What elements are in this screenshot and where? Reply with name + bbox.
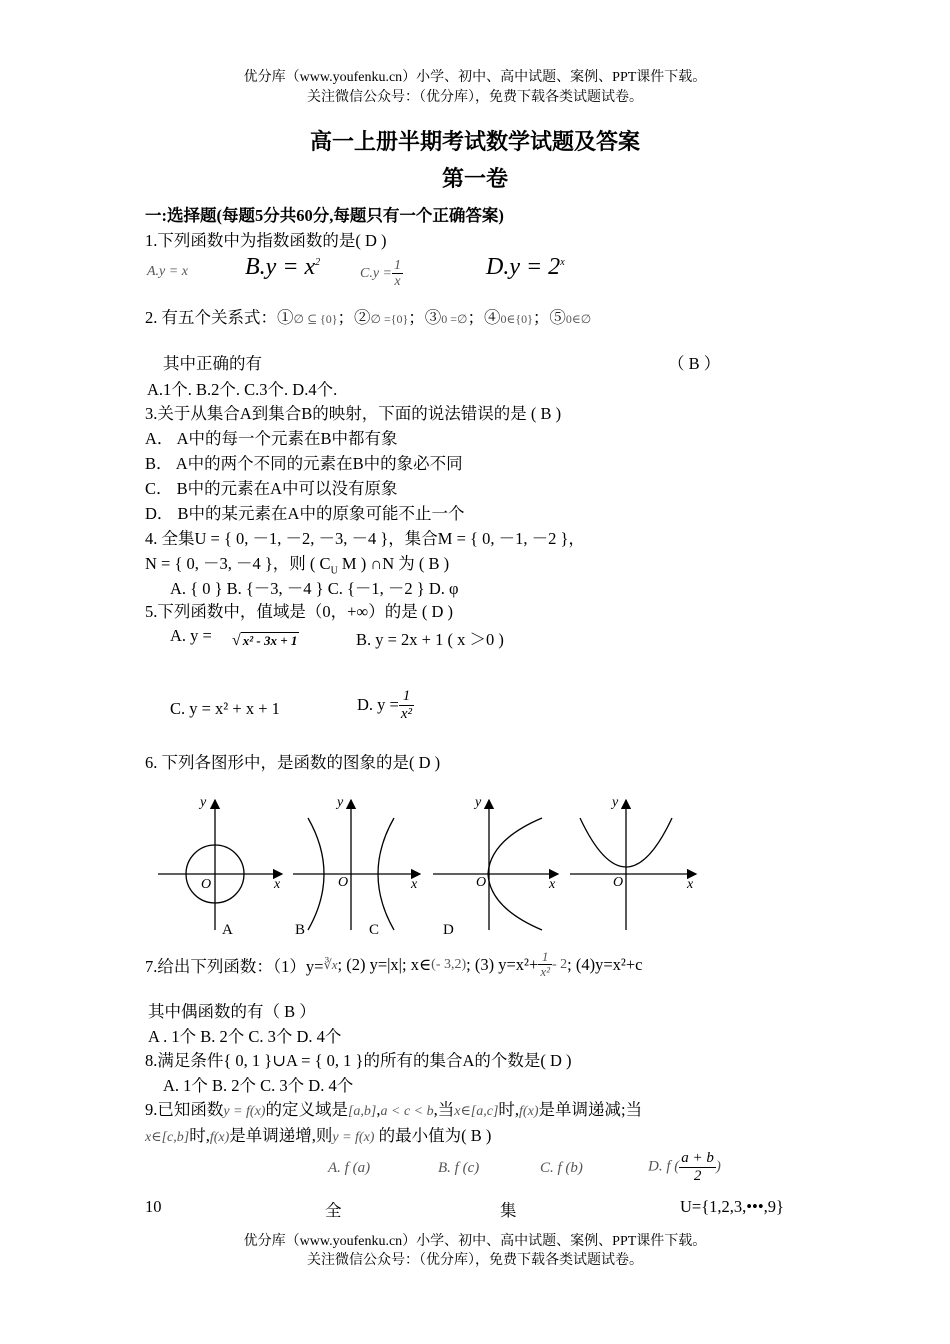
graph-a: [158, 795, 282, 930]
q3-option-d: D． B中的某元素在A中的原象可能不止一个: [145, 504, 465, 523]
q3-option-a: A． A中的每一个元素在B中都有象: [145, 429, 398, 448]
graph-a-y-label: y: [200, 795, 207, 810]
q3-stem: 3.关于从集合A到集合B的映射，下面的说法错误的是 ( B ): [145, 404, 562, 423]
q9-option-b: B. f (c): [438, 1160, 480, 1176]
graph-c-x-label: x: [549, 877, 556, 892]
footer-line-2: 关注微信公众号：（优分库），免费下载各类试题试卷。: [307, 1253, 643, 1268]
graph-d-x-label: x: [687, 877, 694, 892]
q2-options: A.1个. B.2个. C.3个. D.4个.: [147, 380, 338, 399]
q1-stem: 1.下列函数中为指数函数的是( D ): [145, 231, 387, 250]
q1-option-b: $B.y = x^2$: [245, 254, 321, 280]
q5-option-a-expr: √ x² - 3x + 1: [232, 632, 298, 649]
q3-option-b: B． A中的两个不同的元素在B中的象必不同: [145, 454, 463, 473]
page-subtitle: 第一卷: [441, 166, 508, 191]
q10-set: U={1,2,3,•••,9}: [680, 1197, 784, 1216]
graph-b-x-label: x: [411, 877, 418, 892]
graph-label-a: A: [222, 922, 233, 938]
q1-option-a: A.y = x: [147, 264, 188, 279]
q7-line2: 其中偶函数的有（ B ）: [148, 1002, 316, 1021]
header-line-1: 优分库（www.youfenku.cn）小学、初中、高中试题、案例、PPT课件下载。: [243, 70, 707, 85]
q4-line1: 4. 全集U = { 0, －1, －2, －3, －4 }，集合M = { 0, －1, －2 }，: [145, 529, 585, 548]
graph-a-x-label: x: [274, 877, 281, 892]
q6-graphs-figure: [150, 790, 710, 945]
graph-b-origin: O: [338, 875, 349, 890]
q8-stem: 8.满足条件{ 0, 1 }∪A = { 0, 1 }的所有的集合A的个数是( D ): [145, 1051, 572, 1070]
q1-option-d: $D.y = 2^x$: [486, 254, 565, 280]
graph-a-origin: O: [201, 877, 212, 892]
q4-line2: N = { 0, －3, －4 }，则 ( $C_U$ M ) ∩N 为 ( B ): [145, 554, 450, 577]
graph-b-y-label: y: [337, 795, 344, 810]
q10-word-2: 集: [500, 1201, 517, 1220]
q9-option-c: C. f (b): [540, 1160, 583, 1176]
section-heading: 一:选择题(每题5分共60分,每题只有一个正确答案): [145, 206, 504, 225]
footer-line-1: 优分库（www.youfenku.cn）小学、初中、高中试题、案例、PPT课件下载。: [243, 1234, 707, 1249]
graph-c-y-label: y: [475, 795, 482, 810]
q1-option-c: C.y = $\frac{1}{x}$: [360, 258, 401, 290]
q5-stem: 5.下列函数中，值域是（0，+∞）的是 ( D ): [145, 602, 453, 621]
q9-option-d: D. f ( $\frac{a + b}{2}$ ): [648, 1150, 721, 1184]
graph-c-origin: O: [476, 875, 487, 890]
q7-line1: 7.给出下列函数：（1）y=∛x; (2) y=|x|; x∈(- 3,2); (3) y=x²+ $\frac{1}{\text{x²}}$ - 2; (4)y=x²+c: [145, 949, 643, 980]
q2-line2: 其中正确的有: [163, 354, 262, 373]
graph-label-c: C: [369, 922, 380, 938]
q2-answer: （ B ）: [668, 354, 721, 373]
q6-stem: 6. 下列各图形中，是函数的图象的是( D ): [145, 753, 441, 772]
q9-option-a: A. f (a): [328, 1160, 371, 1176]
q10-word-1: 全: [325, 1201, 342, 1220]
q5-option-b: B. y = 2x + 1 ( x ＞0 ): [356, 630, 504, 649]
graph-b: [293, 795, 420, 930]
q9-line2: x∈[c,b]时,f(x)是单调递增,则y = f(x) 的最小值为( B ): [145, 1126, 492, 1145]
q5-option-a-label: A. y =: [170, 626, 212, 645]
page-title: 高一上册半期考试数学试题及答案: [309, 129, 640, 154]
q2-stem: 2. 有五个关系式：①∅ ⊆ {0}；②∅ ={0}；③0 =∅；④0∈{0}；⑤0∈∅: [145, 308, 592, 327]
graph-d: [570, 795, 696, 930]
q3-option-c: C． B中的元素在A中可以没有原象: [145, 479, 398, 498]
q10-number: 10: [145, 1197, 162, 1216]
q5-option-d: D. y = $\frac{1}{\text{x²}}$: [357, 688, 413, 722]
graph-label-d: D: [443, 922, 454, 938]
graph-d-y-label: y: [612, 795, 619, 810]
q5-option-c: C. y = x² + x + 1: [170, 699, 280, 718]
q4-options: A. { 0 } B. {－3, －4 } C. {－1, －2 } D. φ: [170, 579, 459, 598]
header-line-2: 关注微信公众号：（优分库），免费下载各类试题试卷。: [307, 90, 643, 105]
graph-c: [433, 795, 558, 930]
q7-options: A . 1个 B. 2个 C. 3个 D. 4个: [148, 1027, 342, 1046]
q9-line1: 9.已知函数y = f(x)的定义域是[a,b],a < c < b,当x∈[a,c]时,f(x)是单调递减;当: [145, 1100, 643, 1119]
graph-label-b: B: [295, 922, 306, 938]
q8-options: A. 1个 B. 2个 C. 3个 D. 4个: [163, 1076, 354, 1095]
graph-d-origin: O: [613, 875, 624, 890]
